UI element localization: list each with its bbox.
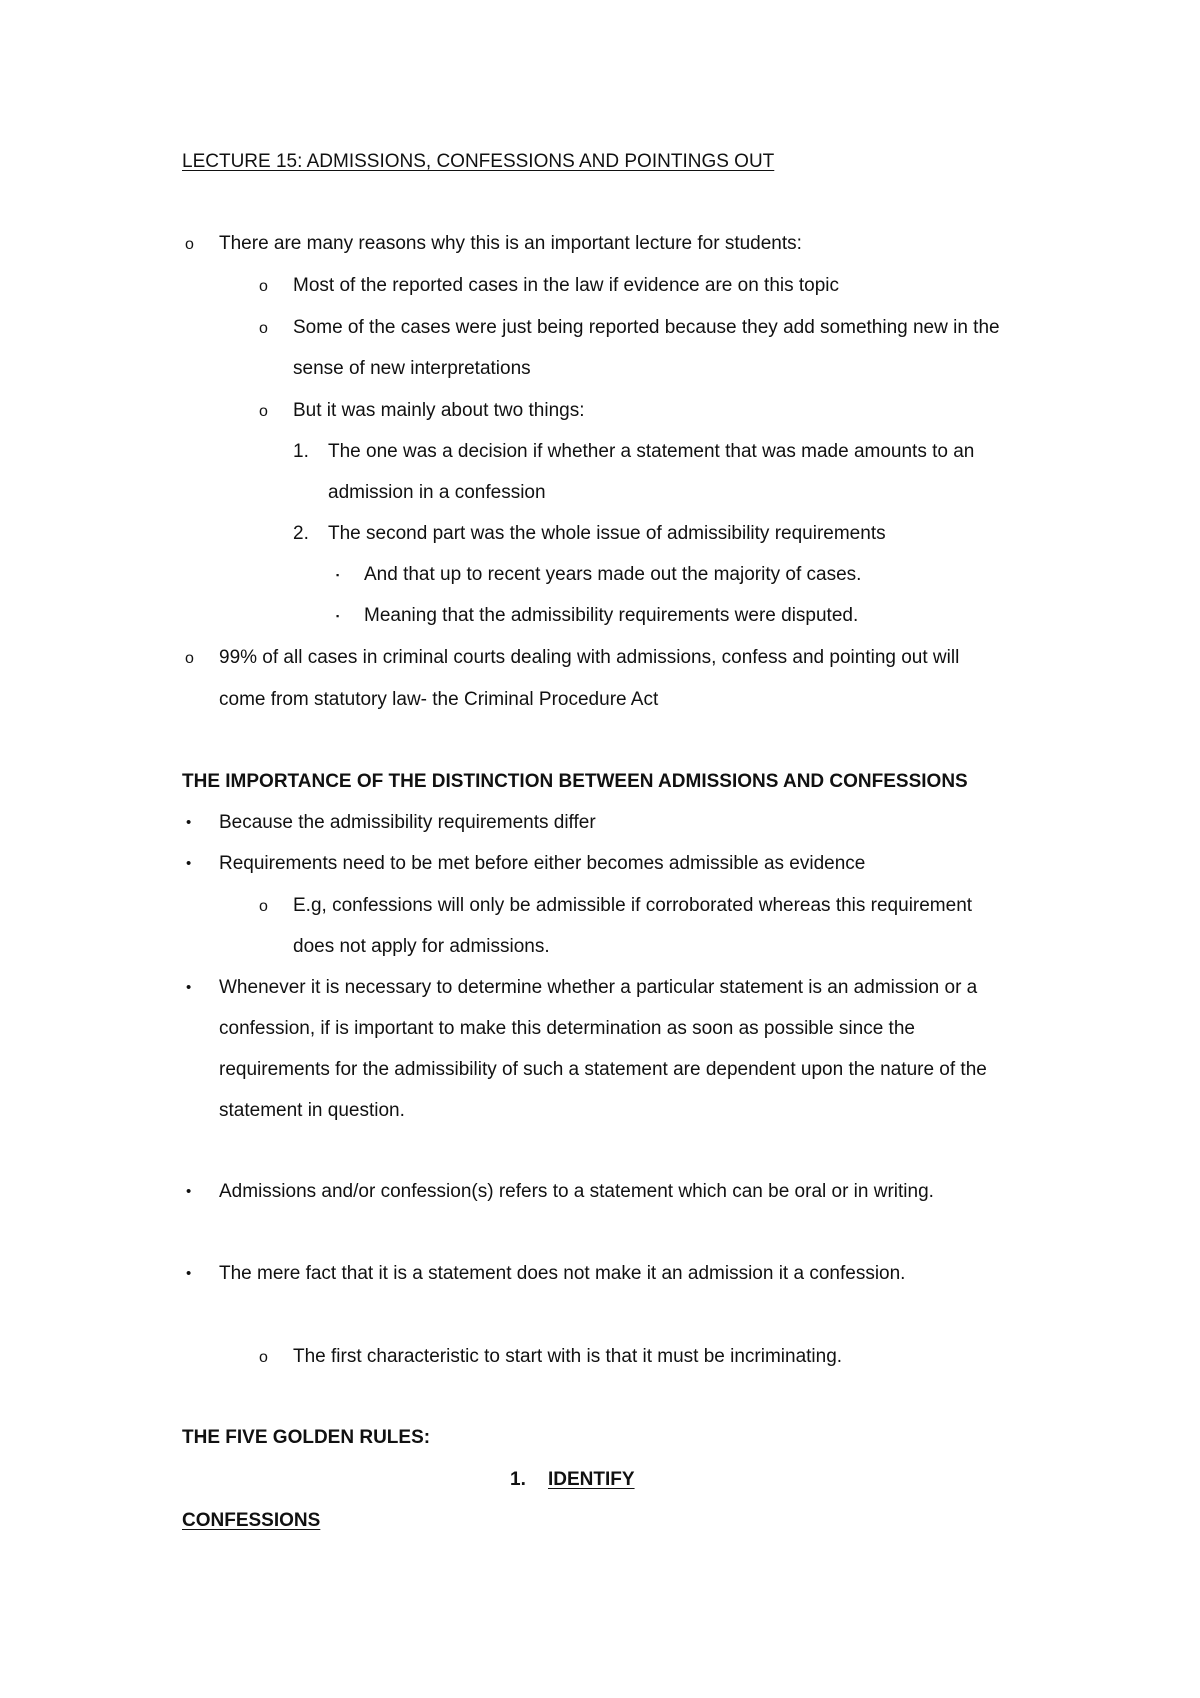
- list-item: Meaning that the admissibility requirements were disputed.: [364, 605, 859, 626]
- list-item: Whenever it is necessary to determine whether a particular statement is an admission or a: [219, 977, 978, 998]
- list-item: 99% of all cases in criminal courts dealing with admissions, confess and pointing out will: [219, 647, 960, 668]
- rule-number: 1.: [510, 1469, 526, 1490]
- list-item-continuation: statement in question.: [219, 1100, 405, 1121]
- bullet-o-marker: o: [259, 403, 268, 420]
- bullet-o-marker: o: [185, 650, 194, 667]
- list-item: The mere fact that it is a statement does not make it an admission it a confession.: [219, 1263, 906, 1284]
- list-item: Requirements need to be met before either becomes admissible as evidence: [219, 853, 866, 874]
- number-marker: 2.: [293, 523, 309, 544]
- list-item: And that up to recent years made out the majority of cases.: [364, 564, 862, 585]
- section-heading: THE FIVE GOLDEN RULES:: [182, 1427, 431, 1448]
- list-item: Admissions and/or confession(s) refers to a statement which can be oral or in writing.: [219, 1181, 934, 1202]
- list-item-continuation: sense of new interpretations: [293, 358, 531, 379]
- bullet-o-marker: o: [259, 278, 268, 295]
- bullet-o-marker: o: [259, 320, 268, 337]
- numbered-item: The one was a decision if whether a statement that was made amounts to an: [328, 441, 975, 462]
- square-bullet-marker: ▪: [336, 570, 340, 580]
- bullet-o-marker: o: [259, 1349, 268, 1366]
- square-bullet-marker: ▪: [336, 611, 340, 621]
- list-item: Because the admissibility requirements differ: [219, 812, 596, 833]
- bullet-dot-marker: •: [186, 814, 192, 831]
- bullet-dot-marker: •: [186, 1265, 192, 1282]
- bullet-o-marker: o: [259, 898, 268, 915]
- list-item-continuation: requirements for the admissibility of such a statement are dependent upon the nature of the: [219, 1059, 987, 1080]
- section-heading: THE IMPORTANCE OF THE DISTINCTION BETWEEN ADMISSIONS AND CONFESSIONS: [182, 771, 968, 792]
- intro-text: There are many reasons why this is an important lecture for students:: [219, 233, 802, 254]
- bullet-dot-marker: •: [186, 1183, 192, 1200]
- list-item-continuation: confession, if is important to make this determination as soon as possible since the: [219, 1018, 915, 1039]
- numbered-item-continuation: admission in a confession: [328, 482, 546, 503]
- list-item-continuation: come from statutory law- the Criminal Procedure Act: [219, 689, 659, 710]
- list-item: But it was mainly about two things:: [293, 400, 585, 421]
- number-marker: 1.: [293, 441, 309, 462]
- bullet-dot-marker: •: [186, 979, 192, 996]
- bullet-dot-marker: •: [186, 855, 192, 872]
- numbered-item: The second part was the whole issue of admissibility requirements: [328, 523, 886, 544]
- list-item: Most of the reported cases in the law if evidence are on this topic: [293, 275, 840, 296]
- subheading: CONFESSIONS: [182, 1510, 321, 1531]
- bullet-o-marker: o: [185, 236, 194, 253]
- page-title: LECTURE 15: ADMISSIONS, CONFESSIONS AND POINTINGS OUT: [182, 151, 775, 172]
- rule-label: IDENTIFY: [548, 1469, 635, 1490]
- list-item-continuation: does not apply for admissions.: [293, 936, 550, 957]
- list-item: Some of the cases were just being reported because they add something new in the: [293, 317, 1000, 338]
- list-item: The first characteristic to start with is that it must be incriminating.: [293, 1346, 843, 1367]
- list-item: E.g, confessions will only be admissible if corroborated whereas this requirement: [293, 895, 973, 916]
